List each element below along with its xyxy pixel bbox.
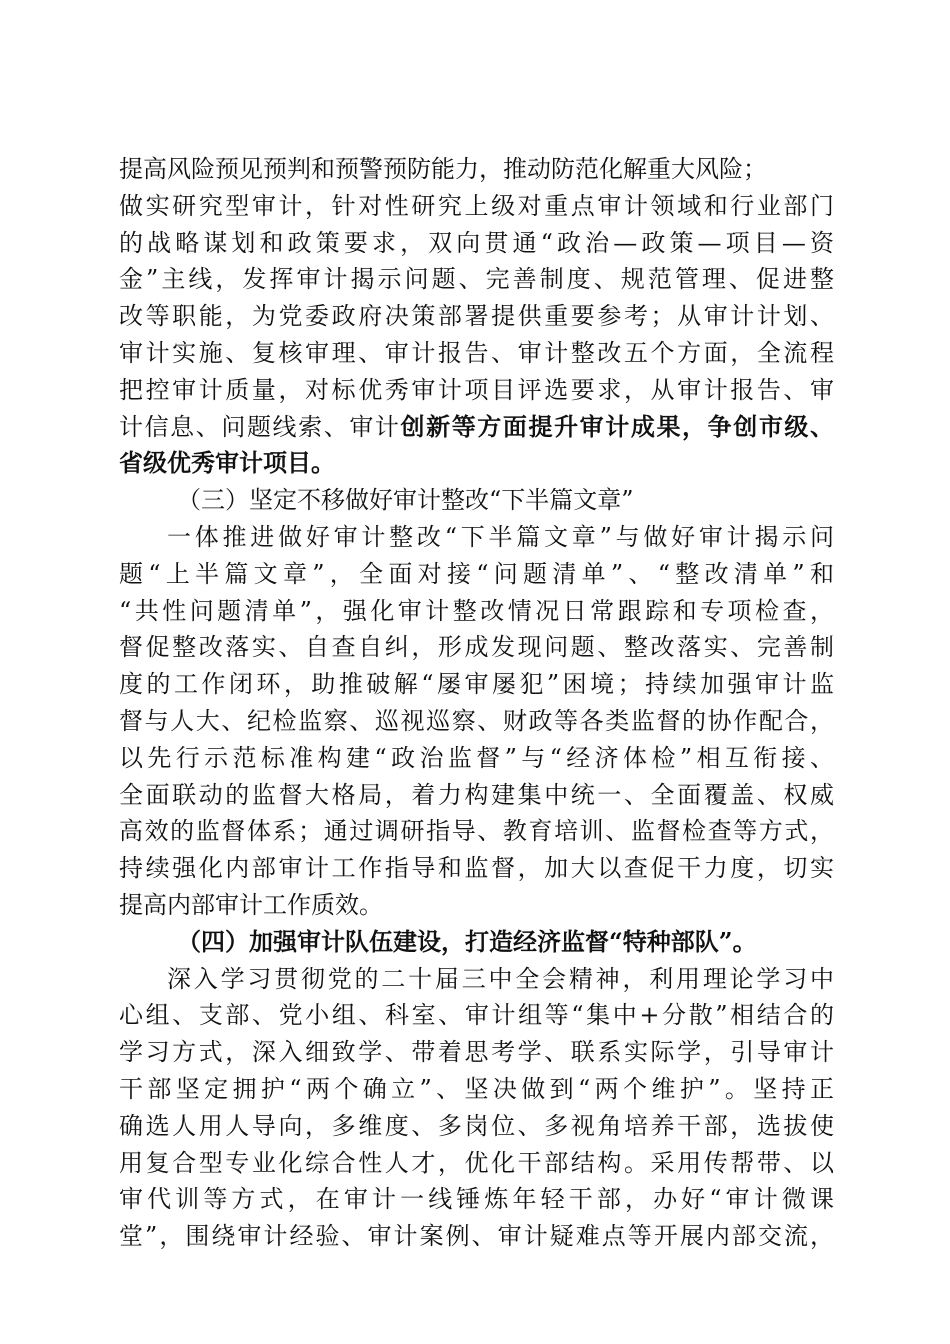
text-line: 用复合型专业化综合性人才，优化干部结构。采用传帮带、以 <box>119 1148 834 1177</box>
text-line: 的战略谋划和政策要求，双向贯通“政治—政策—项目—资 <box>119 228 834 257</box>
text-line: 干部坚定拥护“两个确立”、坚决做到“两个维护”。坚持正 <box>119 1074 834 1103</box>
section-heading-3: （三）坚定不移做好审计整改“下半篇文章” <box>177 486 634 515</box>
text-line: 督促整改落实、自查自纠，形成发现问题、整改落实、完善制 <box>119 633 834 662</box>
paragraph-first-line: 一体推进做好审计整改“下半篇文章”与做好审计揭示问 <box>167 522 834 551</box>
paragraph-first-line: 深入学习贯彻党的二十届三中全会精神，利用理论学习中 <box>167 964 834 993</box>
text-line: 全面联动的监督大格局，着力构建集中统一、全面覆盖、权威 <box>119 780 834 809</box>
text-line-mixed <box>119 409 834 446</box>
text-line: 确选人用人导向，多维度、多岗位、多视角培养干部，选拔使 <box>119 1111 834 1140</box>
text-line: 题“上半篇文章”，全面对接“问题清单”、“整改清单”和 <box>119 559 834 588</box>
text-line: 度的工作闭环，助推破解“屡审屡犯”困境；持续加强审计监 <box>119 670 834 699</box>
text-segment-bold: 创新等方面提升审计成果，争创市级、 <box>400 411 834 441</box>
text-segment: 计信息、问题线索、审计 <box>119 412 401 441</box>
text-line: 督与人大、纪检监察、巡视巡察、财政等各类监督的协作配合， <box>119 706 834 735</box>
text-line: 高效的监督体系；通过调研指导、教育培训、监督检查等方式， <box>119 817 834 846</box>
text-line: 堂”，围绕审计经验、审计案例、审计疑难点等开展内部交流， <box>119 1222 834 1251</box>
text-line: 学习方式，深入细致学、带着思考学、联系实际学，引导审计 <box>119 1038 834 1067</box>
text-line: “共性问题清单”，强化审计整改情况日常跟踪和专项检查， <box>119 596 834 625</box>
text-line: 提高风险预见预判和预警预防能力，推动防范化解重大风险； <box>119 155 767 183</box>
text-line: 提高内部审计工作质效。 <box>119 890 383 919</box>
text-line: 做实研究型审计，针对性研究上级对重点审计领域和行业部门 <box>119 191 834 220</box>
text-line: 省级优秀审计项目。 <box>119 448 335 478</box>
text-line: 金”主线，发挥审计揭示问题、完善制度、规范管理、促进整 <box>119 265 834 294</box>
text-line: 以先行示范标准构建“政治监督”与“经济体检”相互衔接、 <box>119 743 834 772</box>
text-line: 心组、支部、党小组、科室、审计组等“集中+分散”相结合的 <box>119 1001 834 1030</box>
text-line: 改等职能，为党委政府决策部署提供重要参考；从审计计划、 <box>119 302 834 331</box>
section-heading-4: （四）加强审计队伍建设，打造经济监督“特种部队”。 <box>177 926 757 956</box>
text-line: 把控审计质量，对标优秀审计项目评选要求，从审计报告、审 <box>119 375 834 404</box>
text-line: 审代训等方式，在审计一线锤炼年轻干部，办好“审计微课 <box>119 1185 834 1214</box>
body-text <box>119 151 834 1255</box>
text-line: 审计实施、复核审理、审计报告、审计整改五个方面，全流程 <box>119 338 834 367</box>
text-line: 持续强化内部审计工作指导和监督，加大以查促干力度，切实 <box>119 854 834 883</box>
